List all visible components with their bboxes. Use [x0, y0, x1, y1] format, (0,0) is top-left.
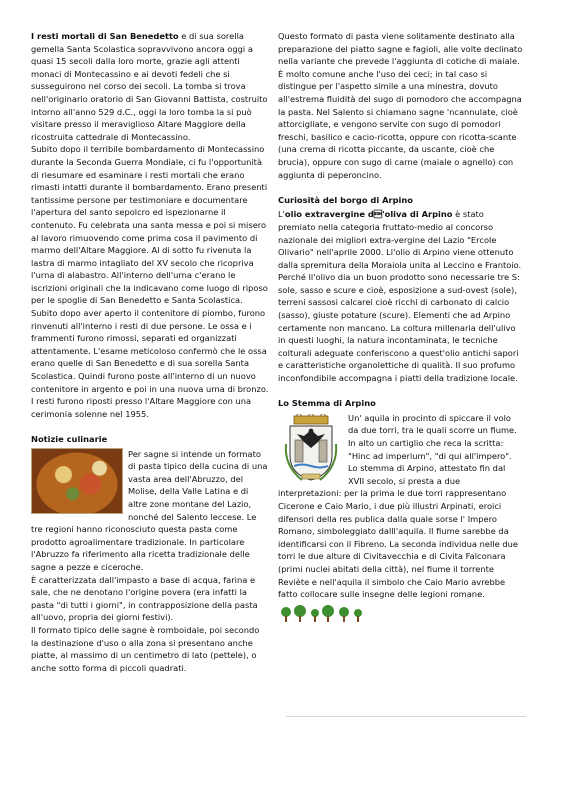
food-photo-icon [31, 448, 123, 514]
intro-paragraph-1 [31, 30, 269, 143]
olio-prefix: L' [278, 209, 285, 220]
trees-decoration-icon [278, 605, 368, 623]
culinarie-paragraph-2: È caratterizzata dall'impasto a base di acqua, farina e sale, che ne denotano l'origine povera (era infatti la pasta "di tutti i giorni", in contrapposizione della pasta all'uovo, propria dei giorni festivi). [31, 574, 258, 623]
pasta-paragraph: Questo formato di pasta viene solitamente destinato alla preparazione del piatto sagne e fagioli, alle volte declinato nella variante che prevede l'aggiunta di cotiche di maiale. È molto comune anche l'uso dei ceci; in tal caso si distingue per l'aspetto simile a una minestra, dovuto all'estrema fluidità del sugo di pomodoro che accompagna la pasta. Nel Salento si chiamano sagne 'ncannulate, cioè attorcigliate, e vengono servite con sugo di pomodori freschi, basilico e cacio-ricotta, oppure con ricotta-scante (una crema di ricotta piccante, da uscante, cioè che brucia), oppure con sugo di carne (maiale o agnello) con aggiunta di peperoncino. [278, 31, 523, 180]
right-column [278, 30, 523, 626]
culinarie-paragraph-3: Il formato tipico delle sagne è romboidale, poi secondo la destinazione d'uso o alla zona si presentano anche piatte, al massimo di un centimetro di lato (pettele), o anche sotto forma di piccoli quadrati. [31, 624, 260, 673]
olio-heading: olio extravergine d'oliva di Arpino [284, 209, 453, 220]
curiosita-title: Curiosità del borgo di Arpino [278, 194, 413, 205]
arpino-coat-of-arms-icon [282, 414, 340, 484]
intro-paragraph-2: Subito dopo il terribile bombardamento di Montecassino durante la Seconda Guerra Mondiale, ci fu l'opportunità di riesumare ed esaminare i resti mortali che erano rimasti intatti durante il bombardamento. Erano presenti tantissime persone per testimoniare e documentare l'apertura del santo sepolcro ed ispezionarne il contenuto. Fu celebrata una santa messa e poi si misero al lavoro rimuovendo come prima cosa il pavimento di marmo dell'Altare Maggiore. Al di sotto fu rivenuta la lastra di marmo intagliato del XV secolo che ricopriva l'urna di alabastro. All'interno dell'urna c'erano le iscrizioni originali che la indicavano come luogo di riposo per le spoglie di San Benedetto e Santa Scolastica. Subito dopo aver aperto il contenitore di piombo, furono rinvenuti all'interno i resti di due persone. Le ossa e i frammenti furono rimossi, separati ed organizzati attentamente. L'esame meticoloso confermò che le ossa erano quelle di San Benedetto e di sua sorella Santa Scolastica. Quindi furono poste all'interno di un nuovo contenitore in argento e poi in una nuova urna di bronzo. I resti furono riposti presso l'Altare Maggiore con una cerimonia solenne nel 1955. [31, 144, 269, 419]
decorative-divider [286, 716, 526, 717]
olio-text: è stato premiato nella categoria fruttato-medio al concorso nazionale dei migliori extra-vergine del Lazio "Ercole Olivario" nell'aprile 2000. Ll'olio di Arpino viene ottenuto dalla spremitura della Moraiola unita al Leccino e Frantoio. Perché ll'olivo dia un buon prodotto sono necessarie tre S: sole, sasso e scure e cioè, esposizione a sud-ovest (sole), terreni sassosi calcarei cioè ricchi di carbonato di calcio (sasso), giuste potature (scure). Elementi che ad Arpino certamente non mancano. La coltura millenaria dell'ulivo in questi luoghi, la natura incontaminata, le tecniche colturali adeguate conferiscono a quest'olio antichi sapori e caratteristiche organolettiche di qualità. Il suo profumo inconfondibile accompagna i piatti della tradizione locale. [278, 209, 522, 384]
left-column [31, 30, 269, 674]
intro-text-1: e di sua sorella gemella Santa Scolastica sopravvivono ancora oggi a quasi 15 secoli dalla loro morte, grazie agli attenti monaci di Montecassino e ai devoti fedeli che si susseguirono nel corso dei secoli. La tomba si trova nell'originario oratorio di San Giovanni Battista, costruito intorno all'anno 529 d.C., oggi la loro tomba la si può visitare presso il meraviglioso Altare Maggiore della ricostruita cattedrale di Montecassino. [31, 31, 268, 142]
olio-paragraph [278, 208, 523, 384]
stemma-title: Lo Stemma di Arpino [278, 398, 376, 409]
culinarie-paragraph-1: Per sagne si intende un formato di pasta tipico della cucina di una vasta area dell'Abruzzo, del Molise, della Valle Latina e di altre zone montane del Lazio, nonché del Salento leccese. Le tre regioni hanno riconosciuto questa pasta come prodotto agroalimentare tradizionale. In particolare l'Abruzzo fa riferimento alla ricetta tradizionale delle sagne a pezze e ciceroche. [31, 448, 268, 572]
intro-heading: I resti mortali di San Benedetto [31, 31, 179, 41]
stemma-paragraph: Un' aquila in procinto di spiccare il volo da due torri, tra le quali scorre un fiume. In alto un cartiglio che reca la scritta: "Hinc ad imperium", "di qui all'impero". Lo stemma di Arpino, attestato fin dal XVII secolo, si presta a due interpretazioni: per la prima le due torri rappresentano Cicerone e Caio Mario, i due più illustri Arpinati, eroici difensori della res publica dalla quale sorse l' Impero Romano, simboleggiato dalll'aquila. Il fiume sarebbe da identificarsi con il Fibreno. La seconda individua nelle due torri le due alture di Civitavecchia e di Civita Falconara (primi nuclei abitati della città), nel fiume il torrente Reviète e nell'aquila il simbolo che Caio Mario avrebbe fatto collocare sulle insegne delle legioni romane. [278, 412, 518, 600]
culinarie-title: Notizie culinarie [31, 434, 108, 444]
